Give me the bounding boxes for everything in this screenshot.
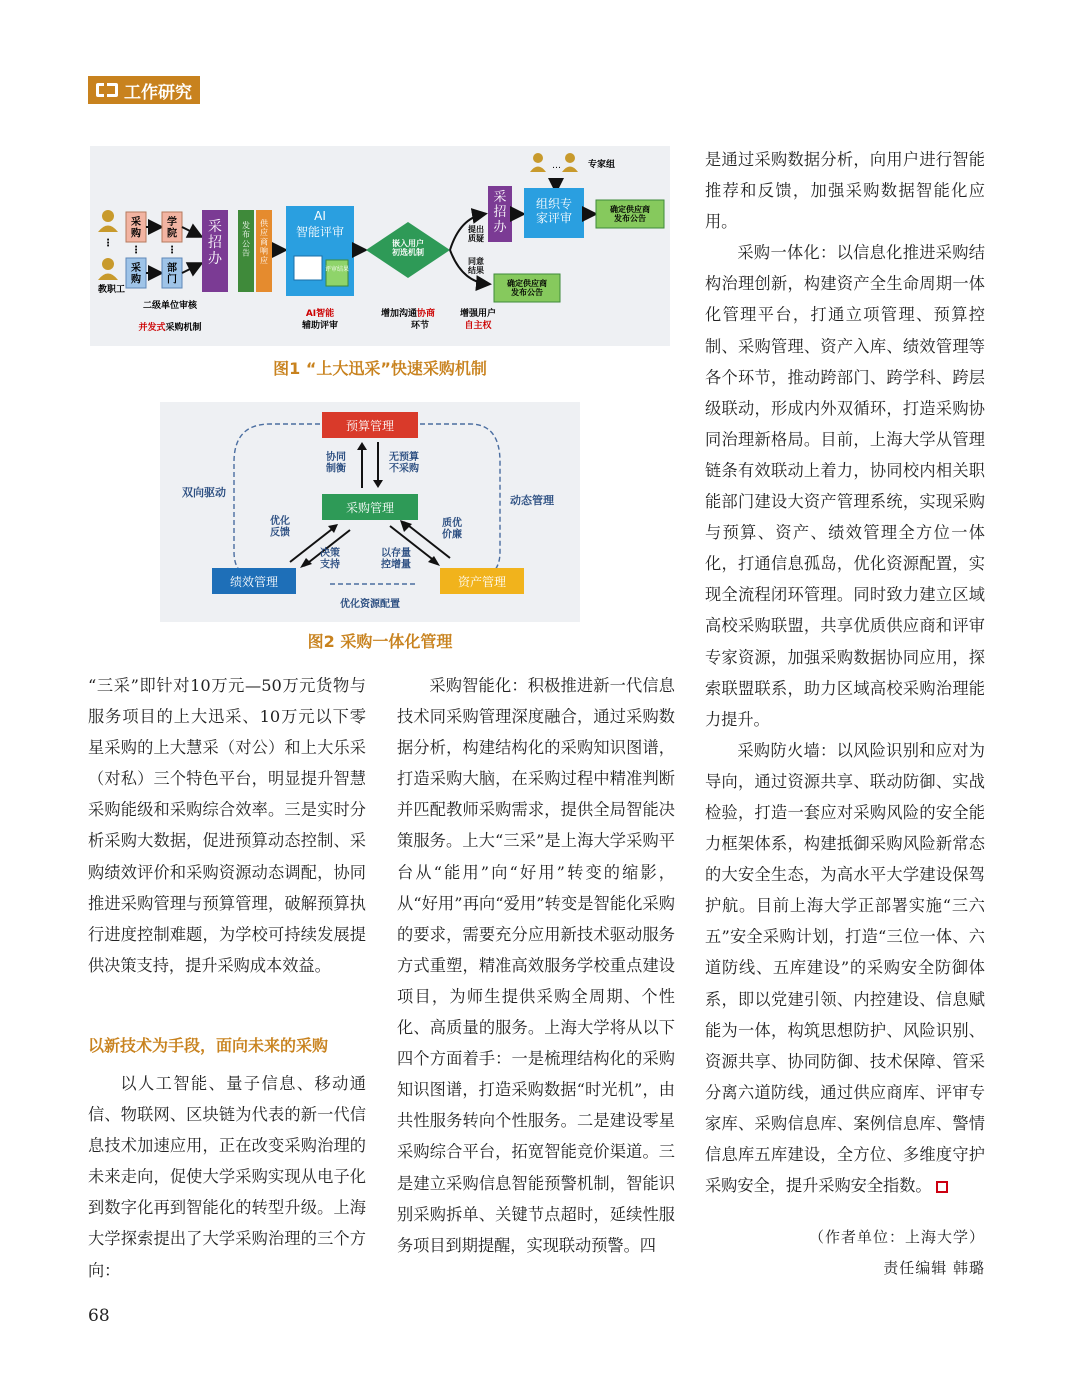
college-box: 学院 — [167, 217, 177, 240]
svg-text:双向驱动: 双向驱动 — [182, 486, 226, 499]
monitor-icon — [294, 256, 322, 280]
colA-paragraph-2: 以人工智能、量子信息、移动通信、物联网、区块链为代表的新一代信息技术加速应用，正在改变采购治理的未来走向，促使大学采购实现从电子化到数字化再到智能化的转型升级。上海大学探索提出了大学采购治理的三个方向： — [88, 1074, 366, 1280]
svg-text:动态管理: 动态管理 — [510, 494, 554, 507]
section-subheading: 以新技术为手段，面向未来的采购 — [88, 1036, 329, 1055]
figure2-caption: 图2 采购一体化管理 — [307, 632, 453, 651]
colC-paragraph-1: 是通过采购数据分析，向用户进行智能推荐和反馈，加强采购数据智能化应用。 — [705, 150, 985, 232]
svg-text:同意结果: 同意结果 — [468, 257, 484, 276]
svg-text:辅助评审: 辅助评审 — [301, 321, 339, 331]
section-tag-label: 工作研究 — [124, 82, 192, 103]
svg-text:…: … — [552, 161, 561, 171]
svg-text:优化反馈: 优化反馈 — [270, 516, 290, 539]
colA-paragraph-1: “三采”即针对10万元—50万元货物与服务项目的上大迅采、10万元以下零星采购的上大慧采（对公）和上大乐采（对私）三个特色平台，明显提升智慧采购能级和采购综合效率。三是实时分析采购大数据，促进预算动态控制、采购绩效评价和采购资源动态调配，协同推进采购管理与预算管理，破解预算执行进度控制难题，为学校可持续发展提供决策支持，提升采购成本效益。 — [88, 676, 366, 975]
column-middle — [397, 670, 675, 1261]
svg-text:自主权: 自主权 — [464, 321, 492, 331]
svg-text:资产管理: 资产管理 — [457, 575, 507, 589]
svg-text:AI智能: AI智能 — [305, 309, 335, 319]
svg-text:增加沟通协商: 增加沟通协商 — [380, 309, 436, 319]
figure1-flowchart — [90, 146, 670, 346]
svg-text:决策支持: 决策支持 — [320, 548, 340, 571]
column-left-lower — [88, 1068, 366, 1286]
procurement-box-bottom: 采购 — [131, 263, 141, 286]
svg-text:⋮: ⋮ — [167, 245, 177, 256]
responsible-editor: 责任编辑 韩璐 — [883, 1259, 985, 1277]
svg-text:采购管理: 采购管理 — [345, 501, 395, 515]
department-box: 部门 — [167, 263, 177, 286]
page-number: 68 — [88, 1306, 110, 1326]
svg-text:供应商响应: 供应商响应 — [260, 219, 268, 265]
teacher-label: 教职工 — [98, 285, 126, 295]
embed-user-diamond: 嵌入用户初选机制 — [392, 239, 424, 258]
svg-text:评审结果: 评审结果 — [324, 266, 350, 273]
svg-text:并发式采购机制: 并发式采购机制 — [138, 323, 202, 333]
confirm-supplier-box-2: 确定供应商发布公告 — [507, 279, 547, 298]
svg-text:发布公告: 发布公告 — [242, 221, 250, 258]
svg-text:⋮: ⋮ — [131, 245, 141, 256]
svg-text:AI: AI — [314, 209, 326, 223]
svg-text:环节: 环节 — [410, 321, 430, 331]
end-mark-icon — [936, 1181, 948, 1193]
colC-paragraph-3: 采购防火墙：以风险识别和应对为导向，通过资源共享、联动防御、实战检验，打造一套应对采购风险的安全能力框架体系，构建抵御采购风险新常态的大安全生态，为高水平大学建设保驾护航。目前上海大学正部署实施“三六五”安全采购计划，打造“三位一体、六道防线、五库建设”的采购安全防御体系，即以党建引领、内控建设、信息赋能为一体，构筑思想防护、风险识别、资源共享、协同防御、技术保障、管采分离六道防线，通过供应商库、评审专家库、采购信息库、案例信息库、警情信息库五库建设，全方位、多维度守护采购安全，提升采购安全指数。 — [705, 740, 985, 1196]
column-right — [705, 144, 985, 1201]
procurement-office-box: 采招办 — [208, 219, 222, 268]
svg-text:以存量控增量: 以存量控增量 — [381, 548, 411, 571]
colC-paragraph-2: 采购一体化：以信息化推进采购结构治理创新，构建资产全生命周期一体化管理平台，打通立项管理、预算控制、采购管理、资产入库、绩效管理等各个环节，推动跨部门、跨学科、跨层级联动，形成内外双循环，打造采购协同治理新格局。目前，上海大学从管理链条有效联动上着力，协同校内相关职能部门建设大资产管理系统，实现采购与预算、资产、绩效管理全方位一体化，打通信息孤岛，优化资源配置，实现全流程闭环管理。同时致力建立区域高校采购联盟，共享优质供应商和评审专家资源，加强采购数据协同应用，探索联盟联系，助力区域高校采购治理能力提升。 — [705, 243, 985, 729]
svg-text:协同制衡: 协同制衡 — [326, 452, 346, 475]
column-left — [88, 670, 366, 981]
svg-text:⋮: ⋮ — [103, 238, 113, 249]
svg-text:优化资源配置: 优化资源配置 — [340, 599, 400, 610]
colB-paragraph-1: 采购智能化：积极推进新一代信息技术同采购管理深度融合，通过采购数据分析，构建结构化的采购知识图谱，打造采购大脑，在采购过程中精准判断并匹配教师采购需求，提供全局智能决策服务。上大“三采”是上海大学采购平台从“能用”向“好用”转变的缩影，从“好用”再向“爱用”转变是智能化采购的要求，需要充分应用新技术驱动服务方式重塑，精准高效服务学校重点建设项目，为师生提供采购全周期、个性化、高质量的服务。上海大学将从以下四个方面着手：一是梳理结构化的采购知识图谱，打造采购数据“时光机”，由共性服务转向个性服务。二是建设零星采购综合平台，拓宽智能竞价渠道。三是建立采购信息智能预警机制，智能识别采购拆单、关键节点超时，延续性服务项目到期提醒，实现联动预警。四 — [397, 676, 675, 1255]
svg-text:专家组: 专家组 — [588, 160, 616, 170]
confirm-supplier-box-1: 确定供应商发布公告 — [610, 205, 650, 224]
author-affiliation: （作者单位：上海大学） — [808, 1228, 985, 1246]
magazine-logo-icon — [96, 83, 118, 97]
svg-text:采招办: 采招办 — [493, 190, 507, 235]
procurement-box-top: 采购 — [131, 217, 141, 240]
section-tag — [88, 76, 200, 104]
figure1-caption: 图1 “上大迅采”快速采购机制 — [273, 359, 487, 378]
svg-text:绩效管理: 绩效管理 — [229, 575, 279, 589]
figure2-diagram — [160, 402, 580, 622]
svg-text:预算管理: 预算管理 — [345, 419, 395, 433]
review-result-doc-icon — [326, 260, 348, 286]
svg-text:增强用户: 增强用户 — [459, 309, 497, 319]
svg-text:提出质疑: 提出质疑 — [468, 225, 484, 244]
svg-text:智能评审: 智能评审 — [295, 225, 345, 239]
svg-text:二级单位审核: 二级单位审核 — [142, 301, 198, 311]
svg-text:无预算不采购: 无预算不采购 — [389, 452, 419, 475]
svg-text:质优价廉: 质优价廉 — [442, 518, 462, 541]
organize-expert-review-box: 组织专家评审 — [535, 197, 573, 225]
